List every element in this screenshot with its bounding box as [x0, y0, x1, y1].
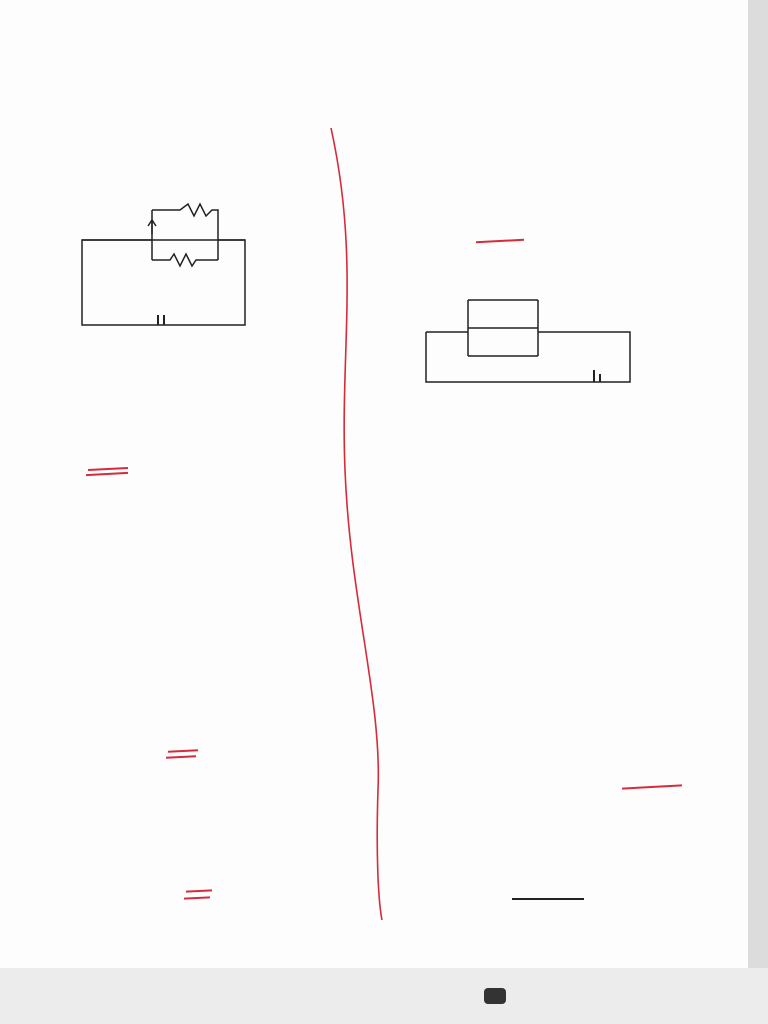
camscanner-logo-icon	[484, 988, 506, 1004]
circuit-diagram-2	[420, 290, 640, 390]
circuit-diagram-1	[70, 190, 310, 335]
underline-2-4-volt	[512, 898, 584, 900]
scanner-footer	[0, 968, 768, 1024]
binder-strip	[748, 0, 768, 968]
